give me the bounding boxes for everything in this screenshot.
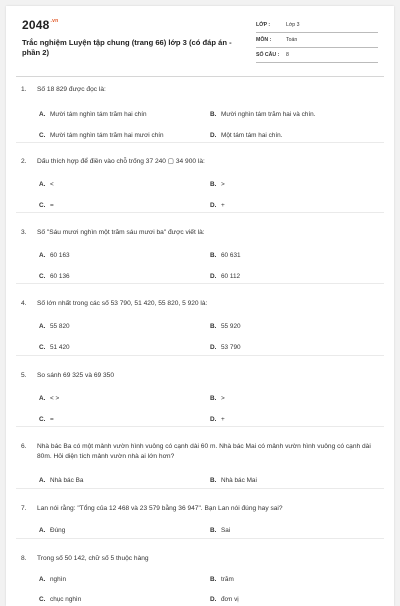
option-letter: A. [39, 576, 46, 583]
option-text: > [221, 181, 225, 188]
option-text: trăm [221, 576, 234, 583]
option-letter: C. [39, 132, 46, 139]
option-text: nghìn [50, 576, 66, 583]
question-number: 8. [21, 555, 27, 562]
meta-key: MÔN : [256, 37, 272, 43]
option-a[interactable] [39, 252, 70, 259]
worksheet-header [6, 6, 394, 74]
question-separator [16, 142, 384, 143]
option-text: Mười tám nghìn tám trăm hai chín [50, 111, 147, 118]
option-text: + [221, 202, 225, 209]
question-number: 5. [21, 372, 27, 379]
option-text: Đúng [50, 527, 66, 534]
question-separator [16, 283, 384, 284]
meta-key: SỐ CÂU : [256, 52, 280, 58]
question-separator [16, 538, 384, 539]
option-letter: D. [210, 416, 217, 423]
worksheet-page [6, 6, 394, 606]
question-text: Nhà bác Ba có một mảnh vườn hình vuông có cạnh dài 60 m. Nhà bác Mai có mảnh vườn hình vuông có cạnh dài 80m. Hỏi diện tích mảnh vườn nhà ai lớn hơn? [37, 443, 371, 460]
option-letter: C. [39, 344, 46, 351]
option-b[interactable] [210, 527, 230, 534]
option-letter: C. [39, 416, 46, 423]
option-a[interactable] [39, 111, 147, 118]
meta-value: Toán [286, 37, 298, 43]
option-text: = [50, 202, 54, 209]
option-text: < [50, 181, 54, 188]
option-letter: A. [39, 111, 46, 118]
option-text: Sai [221, 527, 231, 534]
option-letter: C. [39, 596, 46, 603]
question-separator [16, 488, 384, 489]
option-letter: B. [210, 323, 217, 330]
logo-text: 2048 [22, 18, 50, 32]
meta-row-subject [256, 35, 378, 48]
meta-value: 8 [286, 52, 289, 58]
question-number: 1. [21, 86, 27, 93]
meta-value: Lớp 3 [286, 22, 300, 28]
option-b[interactable] [210, 323, 241, 330]
question-text: Dấu thích hợp để điền vào chỗ trống 37 240 ▢ 34 900 là: [37, 158, 205, 165]
option-text: 55 920 [221, 323, 241, 330]
question-number: 3. [21, 229, 27, 236]
option-letter: B. [210, 252, 217, 259]
question-text: So sánh 69 325 và 69 350 [37, 372, 114, 379]
option-letter: A. [39, 477, 46, 484]
option-letter: D. [210, 596, 217, 603]
option-text: Nhà bác Ba [50, 477, 84, 484]
logo-domain: .vn [50, 18, 59, 24]
option-letter: A. [39, 527, 46, 534]
option-text: Nhà bác Mai [221, 477, 257, 484]
option-d[interactable] [210, 416, 225, 423]
question-number: 6. [21, 443, 27, 450]
option-letter: B. [210, 111, 217, 118]
option-letter: B. [210, 395, 217, 402]
option-text: 60 163 [50, 252, 70, 259]
option-text: + [221, 416, 225, 423]
meta-row-count [256, 50, 378, 63]
option-a[interactable] [39, 323, 70, 330]
option-c[interactable] [39, 344, 70, 351]
page-title: Trắc nghiệm Luyện tập chung (trang 66) lớp 3 (có đáp án - phần 2) [22, 38, 232, 57]
option-letter: A. [39, 181, 46, 188]
option-c[interactable] [39, 273, 70, 280]
question-separator [16, 212, 384, 213]
option-a[interactable] [39, 181, 54, 188]
question-number: 2. [21, 158, 27, 165]
option-b[interactable] [210, 395, 225, 402]
option-text: 53 790 [221, 344, 241, 351]
option-a[interactable] [39, 576, 66, 583]
option-letter: B. [210, 181, 217, 188]
question-text: Lan nói rằng: "Tổng của 12 468 và 23 579 bằng 36 947". Bạn Lan nói đúng hay sai? [37, 505, 283, 512]
option-letter: C. [39, 273, 46, 280]
worksheet-meta [256, 20, 378, 65]
option-a[interactable] [39, 527, 65, 534]
option-text: > [221, 395, 225, 402]
option-letter: A. [39, 323, 46, 330]
option-letter: A. [39, 252, 46, 259]
option-text: chục nghìn [50, 596, 82, 603]
option-text: 55 820 [50, 323, 70, 330]
option-c[interactable] [39, 202, 54, 209]
option-b[interactable] [210, 181, 225, 188]
option-text: 60 631 [221, 252, 241, 259]
option-d[interactable] [210, 344, 241, 351]
meta-key: LỚP : [256, 22, 271, 28]
question-text: Trong số 50 142, chữ số 5 thuộc hàng [37, 555, 149, 562]
option-text: Mười tám nghìn tám trăm hai mươi chín [50, 132, 164, 139]
option-d[interactable] [210, 132, 282, 139]
option-text: Một tám tám hai chín. [221, 132, 283, 139]
option-b[interactable] [210, 111, 315, 118]
option-b[interactable] [210, 477, 257, 484]
question-text: Số "Sáu mươi nghìn một trăm sáu mươi ba" được viết là: [37, 229, 205, 236]
option-c[interactable] [39, 416, 54, 423]
option-letter: B. [210, 527, 217, 534]
option-text: 51 420 [50, 344, 70, 351]
option-text: Mười nghìn tám trăm hai và chín. [221, 111, 316, 118]
option-letter: B. [210, 576, 217, 583]
header-divider [16, 76, 384, 77]
question-number: 7. [21, 505, 27, 512]
question-separator [16, 426, 384, 427]
option-text: đơn vị [221, 596, 239, 603]
option-b[interactable] [210, 252, 241, 259]
question-text: Số lớn nhất trong các số 53 790, 51 420, 55 820, 5 920 là: [37, 300, 208, 307]
site-logo[interactable] [22, 18, 58, 32]
option-letter: A. [39, 395, 46, 402]
question-text: Số 18 829 được đọc là: [37, 86, 106, 93]
meta-row-class [256, 20, 378, 33]
option-c[interactable] [39, 132, 164, 139]
question-number: 4. [21, 300, 27, 307]
question-separator [16, 355, 384, 356]
option-d[interactable] [210, 202, 225, 209]
option-text: < > [50, 395, 60, 402]
option-text: = [50, 416, 54, 423]
option-b[interactable] [210, 576, 234, 583]
option-letter: D. [210, 273, 217, 280]
option-letter: D. [210, 344, 217, 351]
option-text: 60 112 [221, 273, 241, 280]
option-a[interactable] [39, 395, 59, 402]
option-d[interactable] [210, 273, 240, 280]
option-text: 60 136 [50, 273, 70, 280]
option-a[interactable] [39, 477, 83, 484]
option-letter: B. [210, 477, 217, 484]
option-letter: D. [210, 132, 217, 139]
option-letter: C. [39, 202, 46, 209]
option-letter: D. [210, 202, 217, 209]
